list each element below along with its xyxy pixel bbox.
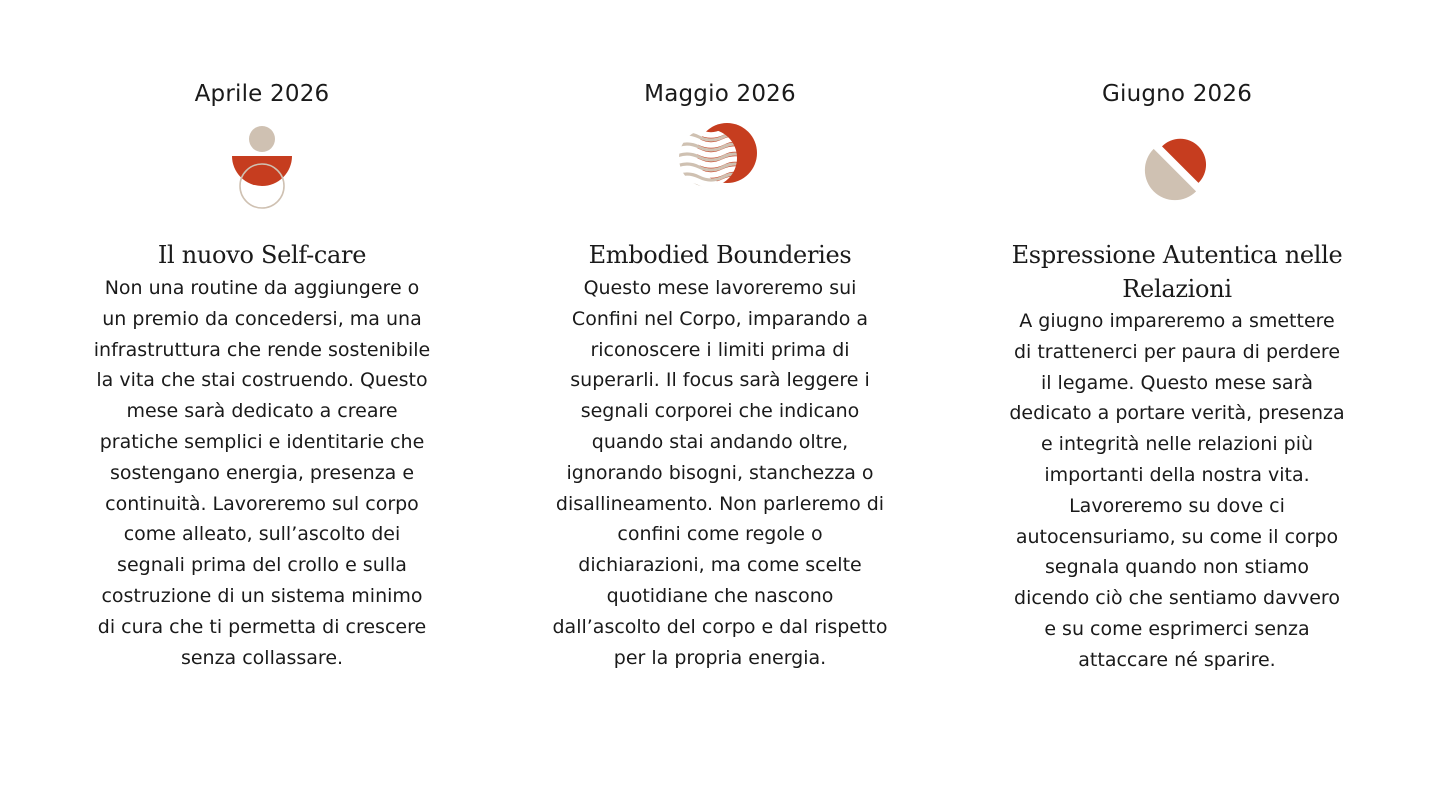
month-heading: Maggio 2026 bbox=[644, 81, 796, 107]
month-card-june bbox=[977, 78, 1377, 676]
description-line: quando stai andando oltre, bbox=[591, 430, 849, 453]
description-line: quotidiane che nascono bbox=[606, 584, 834, 607]
description-line: e su come esprimerci senza bbox=[1044, 617, 1310, 640]
description-line: superarli. Il focus sarà leggere i bbox=[570, 369, 870, 392]
month-description bbox=[62, 273, 462, 673]
description-line: attaccare né sparire. bbox=[1078, 648, 1276, 671]
description-line: costruzione di un sistema minimo bbox=[101, 584, 423, 607]
month-description bbox=[520, 273, 920, 673]
description-line: senza collassare. bbox=[180, 646, 344, 669]
description-line: importanti della nostra vita. bbox=[1044, 463, 1310, 486]
month-title: Il nuovo Self-care bbox=[157, 241, 367, 269]
description-line: di trattenerci per paura di perdere bbox=[1013, 340, 1341, 363]
description-line: Questo mese lavoreremo sui bbox=[583, 277, 857, 299]
month-heading: Giugno 2026 bbox=[1101, 81, 1253, 107]
description-line: pratiche semplici e identitarie che bbox=[99, 430, 425, 453]
circle-semicircle-ring-icon bbox=[212, 118, 312, 218]
month-description bbox=[977, 306, 1377, 676]
split-circle-icon bbox=[1127, 118, 1227, 218]
description-line: dedicato a portare verità, presenza bbox=[1009, 402, 1345, 425]
description-line: e integrità nelle relazioni più bbox=[1040, 433, 1314, 456]
description-line: autocensuriamo, su come il corpo bbox=[1015, 525, 1339, 548]
description-line: Non una routine da aggiungere o bbox=[104, 277, 420, 299]
description-line: la vita che stai costruendo. Questo bbox=[96, 369, 428, 392]
description-line: mese sarà dedicato a creare bbox=[126, 400, 398, 423]
description-line: un premio da concedersi, ma una bbox=[102, 307, 422, 330]
description-line: Confini nel Corpo, imparando a bbox=[571, 307, 869, 330]
description-line: Lavoreremo su dove ci bbox=[1069, 494, 1285, 517]
description-line: disallineamento. Non parleremo di bbox=[555, 492, 885, 515]
description-line: come alleato, sull’ascolto dei bbox=[123, 523, 401, 546]
description-line: riconoscere i limiti prima di bbox=[590, 338, 850, 361]
description-line: A giugno impareremo a smettere bbox=[1019, 310, 1335, 332]
description-line: continuità. Lavoreremo sul corpo bbox=[105, 492, 419, 515]
month-card-may bbox=[520, 78, 920, 673]
description-line: di cura che ti permetta di crescere bbox=[97, 615, 427, 638]
title-line: Espressione Autentica nelle bbox=[1011, 241, 1343, 269]
description-line: per la propria energia. bbox=[613, 646, 827, 669]
month-card-april bbox=[62, 78, 462, 673]
sun-waves-icon bbox=[670, 118, 770, 218]
description-line: segnali prima del crollo e sulla bbox=[117, 554, 407, 577]
description-line: infrastruttura che rende sostenibile bbox=[93, 338, 431, 361]
description-line: dall’ascolto del corpo e dal rispetto bbox=[552, 615, 888, 638]
title-line: Relazioni bbox=[1122, 275, 1232, 303]
description-line: dicendo ciò che sentiamo davvero bbox=[1014, 587, 1340, 610]
description-line: sostengano energia, presenza e bbox=[109, 461, 415, 484]
description-line: confini come regole o bbox=[617, 523, 823, 546]
description-line: segnali corporei che indicano bbox=[580, 400, 860, 423]
description-line: segnala quando non stiamo bbox=[1045, 556, 1309, 579]
month-title: Embodied Bounderies bbox=[588, 241, 852, 269]
description-line: ignorando bisogni, stanchezza o bbox=[566, 461, 874, 484]
month-title bbox=[997, 238, 1357, 306]
description-line: il legame. Questo mese sarà bbox=[1040, 371, 1314, 394]
month-heading: Aprile 2026 bbox=[194, 81, 330, 107]
description-line: dichiarazioni, ma come scelte bbox=[578, 554, 862, 577]
